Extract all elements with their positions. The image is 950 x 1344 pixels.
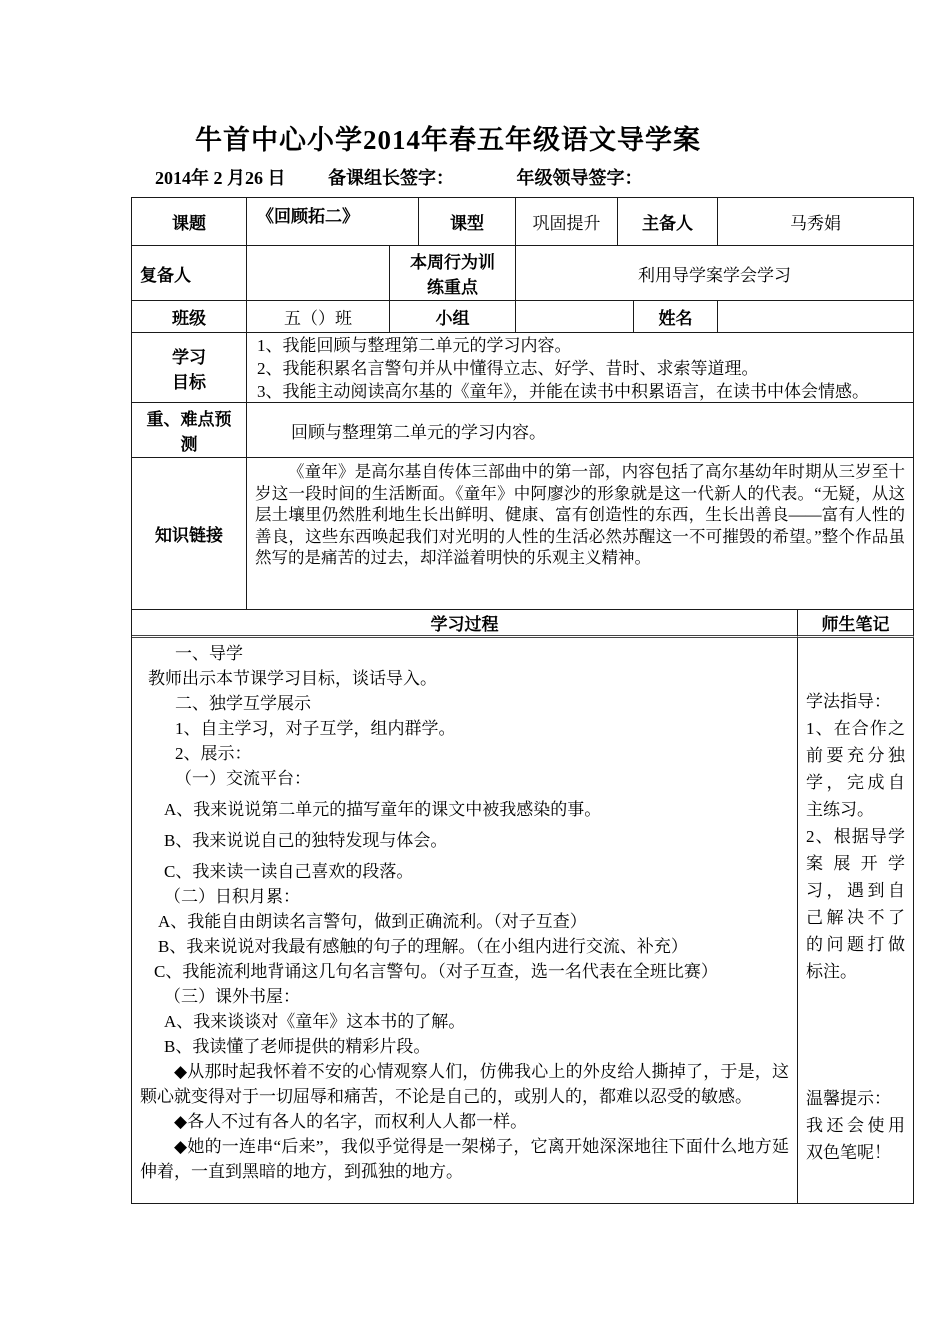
group-value [516,301,634,333]
process-step: ◆各人不过有各人的名字，而权利人人都一样。 [174,1112,528,1131]
process-step: A、我来谈谈对《童年》这本书的了解。 [164,1012,466,1031]
process-step: C、我来读一读自己喜欢的段落。 [164,862,414,881]
learning-goals-label: 学习目标 [132,333,247,403]
process-header: 学习过程 [132,610,798,638]
grade-leader-signature-label: 年级领导签字： [516,168,643,188]
study-method-guide [806,688,905,985]
row-topic [132,198,914,246]
lesson-type-value: 巩固提升 [516,198,618,246]
date-signature-line [155,166,913,190]
process-step: B、我来说说自己的独特发现与体会。 [164,831,448,850]
knowledge-link-content: 《童年》是高尔基自传体三部曲中的第一部，内容包括了高尔基幼年时期从三岁至十岁这一段时间的生活断面。《童年》中阿廖沙的形象就是这一代新人的代表。“无疑，从这层土壤里仍然胜利地生长出鲜明、健康、富有创造性的东西，生长出善良——富有人性的善良，这些东西唤起我们对光明的人性的生活必然苏醒这一不可摧毁的希望。”整个作品虽然写的是痛苦的过去，却洋溢着明快的乐观主义精神。 [247,458,914,610]
process-steps [132,638,798,1204]
process-step: A、我来说说第二单元的描写童年的课文中被我感染的事。 [164,800,602,819]
process-step: C、我能流利地背诵这几句名言警句。（对子互查，选一名代表在全班比赛） [154,962,718,981]
learning-goals-content [247,333,914,403]
teacher-student-notes [798,638,914,1204]
goal-item: 3、我能主动阅读高尔基的《童年》，并能在读书中积累语言，在读书中体会情感。 [257,382,869,401]
process-step: 2、展示： [175,744,252,763]
row-class-group-name [132,301,914,333]
topic-value: 《回顾拓二》 [247,198,419,246]
key-difficulty-label: 重、难点预测 [132,403,247,458]
name-value [718,301,914,333]
goal-item: 1、我能回顾与整理第二单元的学习内容。 [257,336,572,355]
row-key-difficulty [132,403,914,458]
class-label: 班级 [132,301,247,333]
process-step: （一）交流平台： [175,769,311,788]
process-step: B、我读懂了老师提供的精彩片段。 [164,1037,431,1056]
main-preparer-label: 主备人 [618,198,718,246]
co-preparer-label: 复备人 [132,246,247,301]
row-process-body [132,638,914,1204]
guide-item: 2、根据导学案展开学习，遇到自己解决不了的问题打做标注。 [806,827,905,981]
process-step: 一、导学 [175,644,243,663]
co-preparer-value [247,246,390,301]
tip-text: 我还会使用双色笔呢！ [806,1116,905,1162]
guide-title: 学法指导： [806,692,891,711]
process-step: 1、自主学习，对子互学，组内群学。 [175,719,456,738]
topic-label: 课题 [132,198,247,246]
row-learning-goals [132,333,914,403]
lesson-type-label: 课型 [419,198,516,246]
process-step: ◆从那时起我怀着不安的心情观察人们，仿佛我心上的外皮给人撕掉了，于是，这颗心就变得对于一切屈辱和痛苦，不论是自己的，或别人的，都难以忍受的敏感。 [140,1062,789,1106]
process-step: B、我来说说对我最有感触的句子的理解。（在小组内进行交流、补充） [158,937,688,956]
weekly-behavior-label: 本周行为训练重点 [390,246,516,301]
main-preparer-value: 马秀娟 [718,198,914,246]
process-step: ◆她的一连串“后来”，我似乎觉得是一架梯子，它离开她深深地往下面什么地方延伸着，一直到黑暗的地方，到孤独的地方。 [140,1137,789,1181]
notes-header: 师生笔记 [798,610,914,638]
row-co-preparer [132,246,914,301]
process-step: （二）日积月累： [164,887,300,906]
weekly-behavior-value: 利用导学案学会学习 [516,246,914,301]
page-title: 牛首中心小学2014年春五年级语文导学案 [195,125,701,155]
key-difficulty-content: 回顾与整理第二单元的学习内容。 [247,403,914,458]
name-label: 姓名 [634,301,718,333]
date-text: 2014年 2 月26 日 [155,168,286,188]
row-knowledge-link [132,458,914,610]
prep-leader-signature-label: 备课组长签字： [328,168,454,188]
guide-item: 1、在合作之前要充分独学，完成自主练习。 [806,719,905,819]
group-label: 小组 [390,301,516,333]
process-step: 二、独学互学展示 [175,694,311,713]
process-step: A、我能自由朗读名言警句，做到正确流利。（对子互查） [158,912,587,931]
knowledge-link-label: 知识链接 [132,458,247,610]
class-value: 五（）班 [247,301,390,333]
row-process-header [132,610,914,638]
document-body [131,122,913,1204]
process-step: （三）课外书屋： [164,987,300,1006]
process-step: 教师出示本节课学习目标，谈话导入。 [148,669,437,688]
goal-item: 2、我能积累名言警句并从中懂得立志、好学、昔时、求索等道理。 [257,359,759,378]
tip-title: 温馨提示： [806,1089,891,1108]
warm-tip [806,1085,905,1166]
lesson-plan-table [131,197,914,1204]
